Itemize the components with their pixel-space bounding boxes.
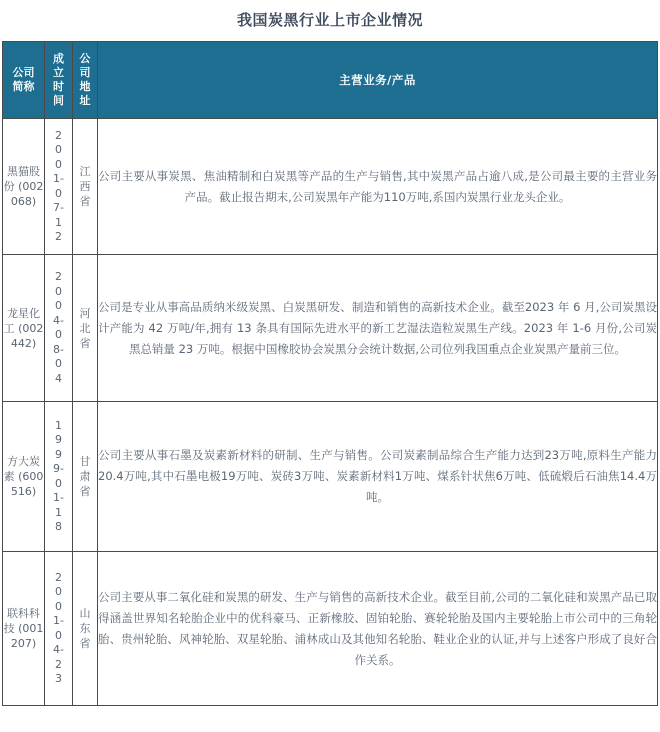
cell-company-name: 联科科技 (001207) [3, 552, 45, 706]
cell-company-address [73, 552, 98, 706]
cell-company-address [73, 119, 98, 255]
cell-founded-date-text: 1999-01-18 [53, 418, 64, 533]
column-header-company-address [73, 42, 98, 119]
table-header [3, 42, 658, 119]
table-row [3, 552, 658, 706]
cell-main-business: 公司主要从事二氧化硅和炭黑的研发、生产与销售的高新技术企业。截至目前,公司的二氧化硅和炭黑产品已取得涵盖世界知名轮胎企业中的优科豪马、正新橡胶、固铂轮胎、赛轮轮胎及国内主要轮胎上市公司中的三角轮胎、贵州轮胎、风神轮胎、双星轮胎、浦林成山及其他知名轮胎、鞋业企业的认证,并与上述客户形成了良好合作关系。 [98, 552, 658, 706]
cell-main-business: 公司是专业从事高品质纳米级炭黑、白炭黑研发、制造和销售的高新技术企业。截至2023 年 6 月,公司炭黑设计产能为 42 万吨/年,拥有 13 条具有国际先进水平的新工艺湿法造粒炭黑生产线。2023 年 1-6 月份,公司炭黑总销量 23 万吨。根据中国橡胶协会炭黑分会统计数据,公司位列我国重点企业炭黑产量前三位。 [98, 255, 658, 402]
cell-company-address-text: 山东省 [79, 607, 91, 650]
cell-company-address [73, 255, 98, 402]
column-header-company-name-label: 公司简称 [12, 66, 35, 93]
table-row [3, 402, 658, 552]
table-header-row [3, 42, 658, 119]
cell-founded-date [45, 255, 73, 402]
cell-company-address [73, 402, 98, 552]
table-row [3, 119, 658, 255]
cell-company-address-text: 河北省 [79, 306, 91, 350]
cell-company-address-text: 甘肃省 [79, 455, 91, 498]
table-body [3, 119, 658, 706]
cell-company-address-text: 江西省 [79, 165, 91, 208]
column-header-company-name [3, 42, 45, 119]
column-header-main-business: 主营业务/产品 [98, 42, 658, 119]
cell-founded-date [45, 119, 73, 255]
column-header-company-address-label: 公司地址 [79, 52, 91, 107]
cell-company-name: 黑猫股份 (002068) [3, 119, 45, 255]
cell-founded-date-text: 2001-04-23 [53, 570, 64, 685]
cell-main-business: 公司主要从事炭黑、焦油精制和白炭黑等产品的生产与销售,其中炭黑产品占逾八成,是公司最主要的主营业务产品。截止报告期末,公司炭黑年产能为110万吨,系国内炭黑行业龙头企业。 [98, 119, 658, 255]
cell-founded-date [45, 552, 73, 706]
cell-founded-date [45, 402, 73, 552]
cell-founded-date-text: 2001-07-12 [53, 128, 64, 243]
page-title: 我国炭黑行业上市企业情况 [236, 11, 423, 29]
cell-company-name: 龙星化工 (002442) [3, 255, 45, 402]
table-row [3, 255, 658, 402]
cell-founded-date-text: 2004-08-04 [53, 270, 64, 385]
cell-main-business: 公司主要从事石墨及炭素新材料的研制、生产与销售。公司炭素制品综合生产能力达到23万吨,原料生产能力20.4万吨,其中石墨电极19万吨、炭砖3万吨、炭素新材料1万吨、煤系针状焦6万吨、低硫煅后石油焦14.4万吨。 [98, 402, 658, 552]
column-header-founded-date-label: 成立时间 [53, 52, 64, 107]
column-header-founded-date [45, 42, 73, 119]
company-table [2, 41, 658, 706]
cell-company-name: 方大炭素 (600516) [3, 402, 45, 552]
